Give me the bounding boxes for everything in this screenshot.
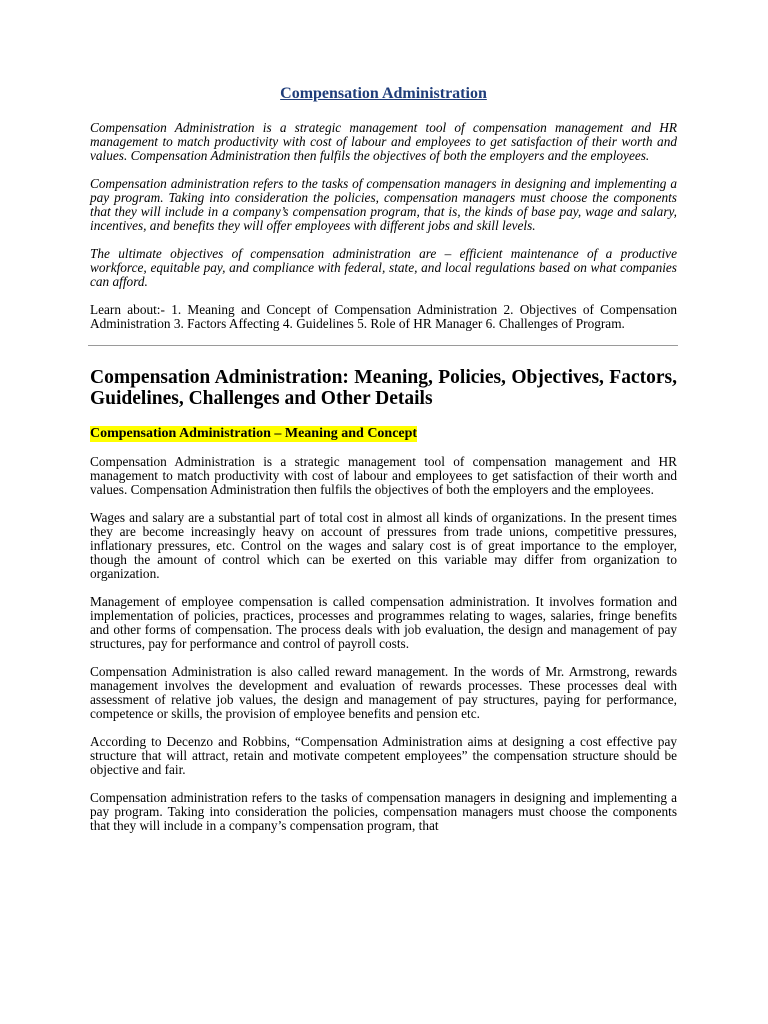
section-heading-highlighted: Compensation Administration – Meaning and Concept — [90, 426, 418, 441]
section-divider — [88, 345, 678, 346]
learn-about-text: Learn about:- 1. Meaning and Concept of Compensation Administration 2. Objectives of Compensation Administration 3. Factors Affecting 4. Guidelines 5. Role of HR Manager 6. Challenges of Program. — [90, 302, 677, 331]
main-heading: Compensation Administration: Meaning, Policies, Objectives, Factors, Guidelines, Challenges and Other Details — [90, 367, 677, 409]
body-paragraph: Management of employee compensation is called compensation administration. It involves formation and implementation of policies, practices, processes and programmes relating to wages, salaries, fringe benefits and other forms of compensation. The process deals with job evaluation, the design and management of pay structures, pay for performance and control of payroll costs. — [90, 594, 677, 651]
body-paragraph: Compensation Administration is also called reward management. In the words of Mr. Armstrong, rewards management involves the development and evaluation of rewards processes. These processes deal with assessment of relative job values, the design and management of pay structures, paying for performance, competence or skills, the provision of employee benefits and pension etc. — [90, 664, 677, 721]
intro-paragraph: The ultimate objectives of compensation administration are – efficient maintenance of a productive workforce, equitable pay, and compliance with federal, state, and local regulations based on what companies can afford. — [90, 246, 677, 289]
intro-paragraph: Compensation Administration is a strategic management tool of compensation management and HR management to match productivity with cost of labour and employees to get satisfaction of their worth and values. Compensation Administration then fulfils the objectives of both the employers and the employees. — [90, 120, 677, 163]
body-section — [90, 455, 677, 833]
body-paragraph: According to Decenzo and Robbins, “Compensation Administration aims at designing a cost effective pay structure that will attract, retain and motivate competent employees” the compensation structure should be objective and fair. — [90, 734, 677, 777]
document-content — [90, 84, 677, 847]
document-title: Compensation Administration — [280, 85, 487, 102]
body-paragraph: Compensation administration refers to the tasks of compensation managers in designing and implementing a pay program. Taking into consideration the policies, compensation managers must choose the components that they will include in a company’s compensation program, that — [90, 790, 677, 833]
intro-section — [90, 121, 677, 331]
body-paragraph: Wages and salary are a substantial part of total cost in almost all kinds of organizations. In the present times they are become increasingly heavy on account of pressures from trade unions, competitive pressures, inflationary pressures, etc. Control on the wages and salary cost is of great importance to the employer, though the amount of control which can be exerted on this variable may differ from organization to organization. — [90, 510, 677, 581]
body-paragraph: Compensation Administration is a strategic management tool of compensation management and HR management to match productivity with cost of labour and employees to get satisfaction of their worth and values. Compensation Administration then fulfils the objectives of both the employers and the employees. — [90, 454, 677, 497]
intro-paragraph: Compensation administration refers to the tasks of compensation managers in designing and implementing a pay program. Taking into consideration the policies, compensation managers must choose the components that they will include in a company’s compensation program, that is, the kinds of base pay, wage and salary, incentives, and benefits they will offer employees with different jobs and skill levels. — [90, 176, 677, 233]
